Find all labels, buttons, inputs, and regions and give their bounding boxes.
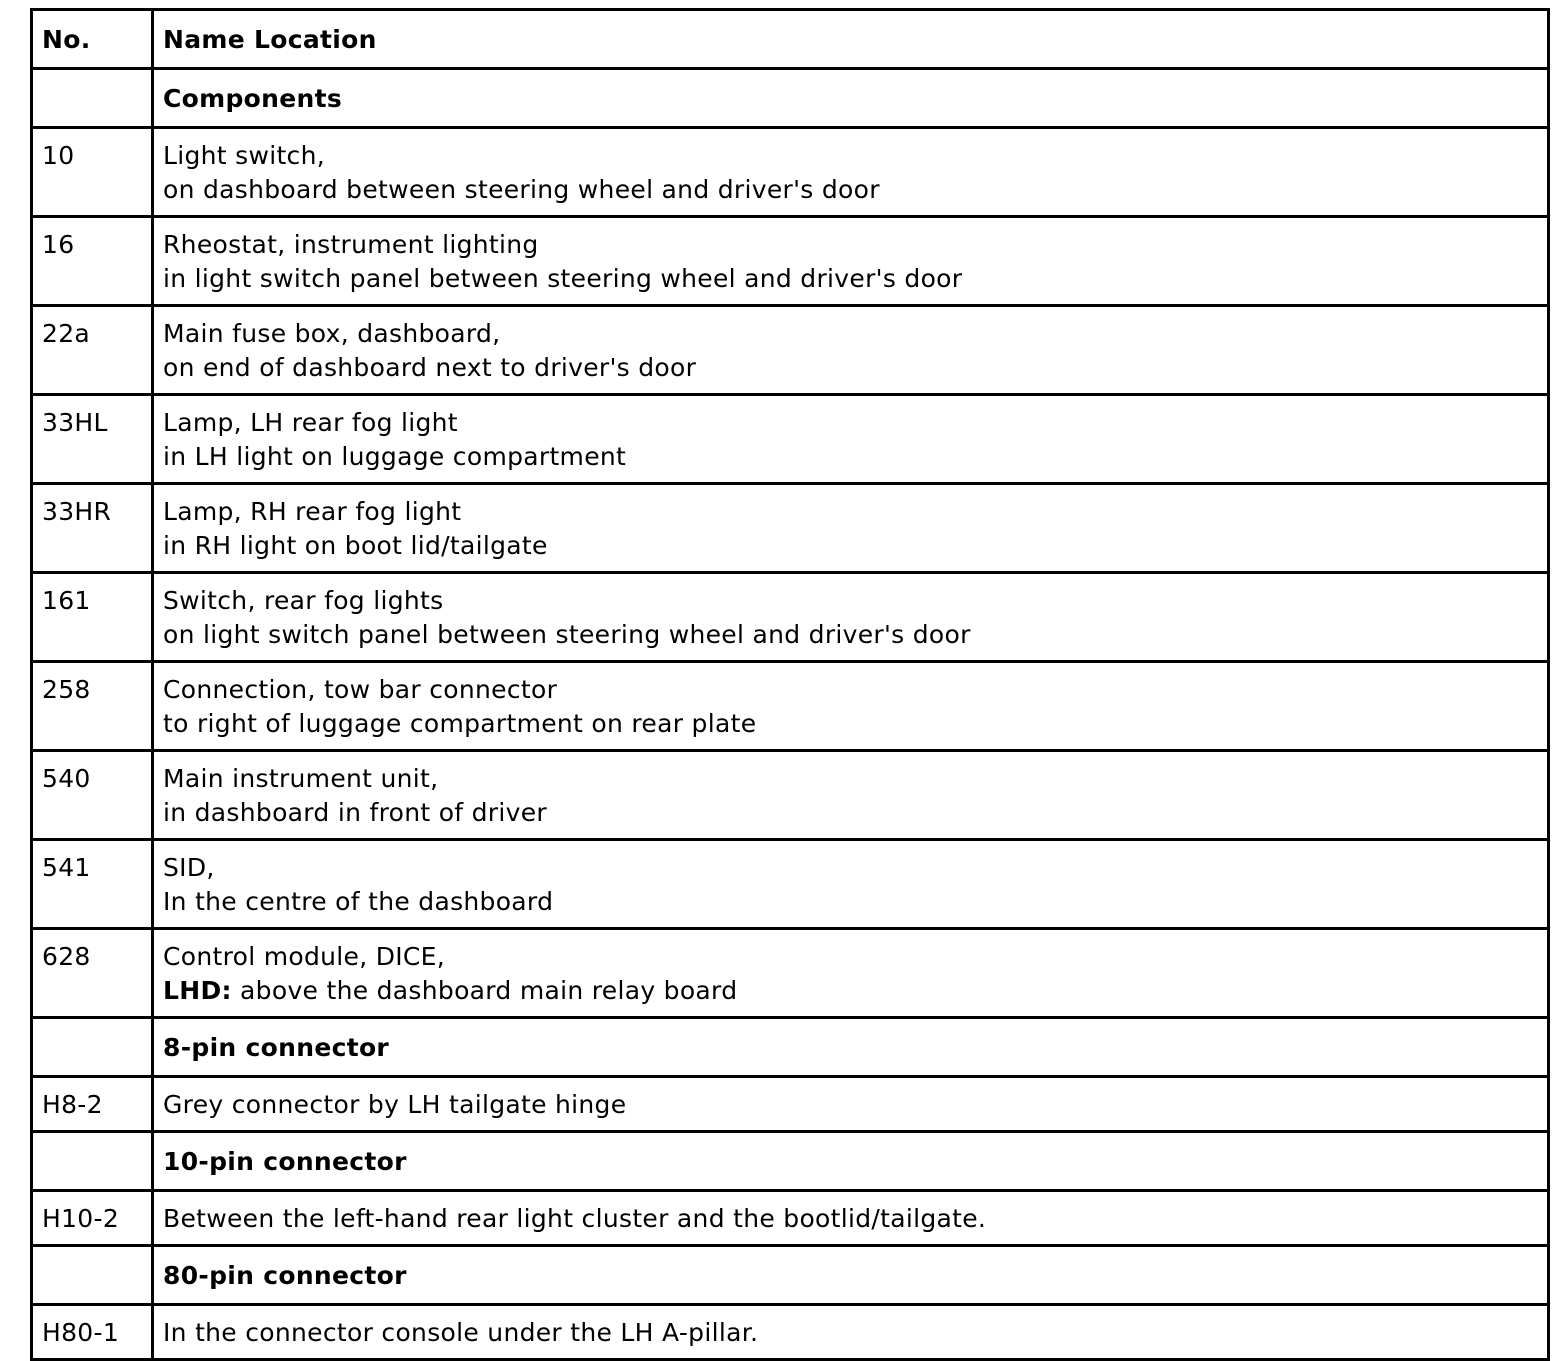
line-text: on dashboard between steering wheel and driver's door [163,175,880,204]
line-text: Control module, DICE, [163,942,446,971]
item-number: 541 [32,840,153,929]
header-no: No. [32,10,153,69]
bold-label: LHD: [163,976,232,1005]
table-row [32,217,1549,306]
name-location-line [163,618,1538,652]
item-number: H10-2 [32,1191,153,1246]
name-location-line [163,707,1538,741]
table-row [32,306,1549,395]
line-text: in LH light on luggage compartment [163,442,627,471]
item-number: 540 [32,751,153,840]
name-location-line [163,495,1538,529]
name-location-line [163,673,1538,707]
item-name-location [153,395,1549,484]
line-text: Between the left-hand rear light cluster and the bootlid/tailgate. [163,1204,987,1233]
component-location-table [30,8,1550,1361]
line-text: Connection, tow bar connector [163,675,558,704]
item-number: H8-2 [32,1077,153,1132]
section-title: Components [153,69,1549,128]
item-name-location [153,306,1549,395]
table-header-row [32,10,1549,69]
table-row [32,662,1549,751]
line-text: Switch, rear fog lights [163,586,444,615]
item-number: H80-1 [32,1305,153,1360]
name-location-line [163,885,1538,919]
line-text: in dashboard in front of driver [163,798,547,827]
table-row [32,1191,1549,1246]
name-location-line [163,317,1538,351]
table-row [32,840,1549,929]
line-text: on end of dashboard next to driver's door [163,353,697,382]
line-text: SID, [163,853,215,882]
name-location-line [163,406,1538,440]
item-name-location [153,662,1549,751]
item-number: 161 [32,573,153,662]
line-text: Main instrument unit, [163,764,439,793]
name-location-line [163,173,1538,207]
table-body [32,10,1549,1360]
header-name-location: Name Location [153,10,1549,69]
line-text: Rheostat, instrument lighting [163,230,539,259]
name-location-line [163,139,1538,173]
line-text: above the dashboard main relay board [231,976,738,1005]
name-location-line [163,762,1538,796]
name-location-line [163,228,1538,262]
item-name-location [153,217,1549,306]
line-text: Light switch, [163,141,325,170]
name-location-line [163,796,1538,830]
name-location-line [163,584,1538,618]
section-row [32,1246,1549,1305]
item-name-location [153,1191,1549,1246]
item-number: 16 [32,217,153,306]
item-name-location [153,573,1549,662]
item-name-location [153,1077,1549,1132]
table-row [32,484,1549,573]
item-number: 628 [32,929,153,1018]
table-row [32,1305,1549,1360]
item-name-location [153,128,1549,217]
line-text: to right of luggage compartment on rear plate [163,709,757,738]
line-text: Lamp, RH rear fog light [163,497,462,526]
section-empty-cell [32,69,153,128]
line-text: In the centre of the dashboard [163,887,554,916]
name-location-line [163,1202,1538,1236]
table-row [32,395,1549,484]
name-location-line [163,262,1538,296]
line-text: in light switch panel between steering wheel and driver's door [163,264,963,293]
name-location-line [163,1316,1538,1350]
name-location-line [163,351,1538,385]
section-empty-cell [32,1018,153,1077]
item-name-location [153,840,1549,929]
line-text: Lamp, LH rear fog light [163,408,458,437]
section-row [32,1018,1549,1077]
table-row [32,1077,1549,1132]
table-row [32,573,1549,662]
table-row [32,929,1549,1018]
table-row [32,128,1549,217]
item-number: 33HR [32,484,153,573]
name-location-line [163,529,1538,563]
item-number: 258 [32,662,153,751]
name-location-line [163,440,1538,474]
line-text: Grey connector by LH tailgate hinge [163,1090,627,1119]
section-title: 80-pin connector [153,1246,1549,1305]
section-empty-cell [32,1132,153,1191]
item-name-location [153,1305,1549,1360]
section-empty-cell [32,1246,153,1305]
name-location-line [163,1088,1538,1122]
item-name-location [153,929,1549,1018]
section-row [32,1132,1549,1191]
name-location-line [163,974,1538,1008]
line-text: in RH light on boot lid/tailgate [163,531,548,560]
section-title: 10-pin connector [153,1132,1549,1191]
item-number: 22a [32,306,153,395]
section-row [32,69,1549,128]
name-location-line [163,851,1538,885]
line-text: In the connector console under the LH A-pillar. [163,1318,759,1347]
section-title: 8-pin connector [153,1018,1549,1077]
line-text: Main fuse box, dashboard, [163,319,501,348]
name-location-line [163,940,1538,974]
item-name-location [153,751,1549,840]
item-number: 10 [32,128,153,217]
line-text: on light switch panel between steering wheel and driver's door [163,620,971,649]
table-row [32,751,1549,840]
item-number: 33HL [32,395,153,484]
item-name-location [153,484,1549,573]
